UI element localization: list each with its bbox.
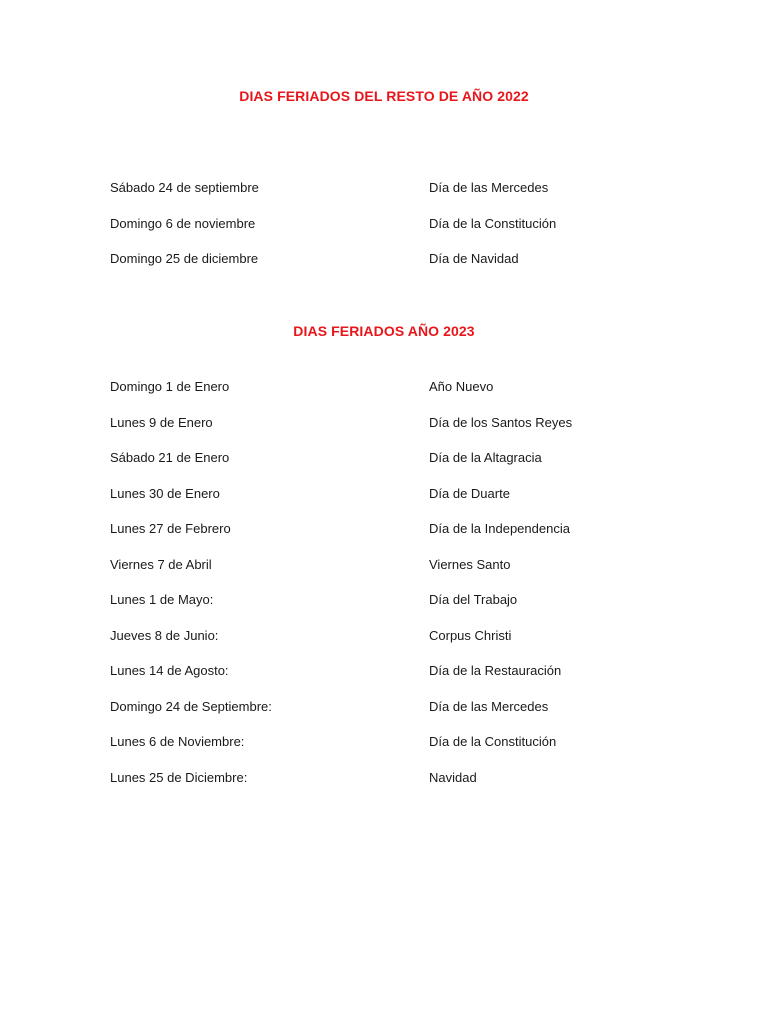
holidays-2023-list <box>110 379 670 805</box>
holiday-name: Día de la Constitución <box>429 215 557 231</box>
list-item <box>110 216 670 252</box>
holiday-date: Lunes 30 de Enero <box>110 485 220 501</box>
holiday-name: Día de Duarte <box>429 485 510 501</box>
list-item <box>110 770 670 806</box>
heading-holidays-2023: DIAS FERIADOS AÑO 2023 <box>293 323 475 339</box>
holiday-name: Corpus Christi <box>429 627 512 643</box>
holiday-date: Sábado 24 de septiembre <box>110 180 259 195</box>
list-item <box>110 379 670 415</box>
holiday-name: Día de la Altagracia <box>429 450 542 465</box>
list-item <box>110 628 670 664</box>
holiday-date: Lunes 27 de Febrero <box>110 521 231 536</box>
holiday-name: Día de la Independencia <box>429 521 570 536</box>
holiday-date: Domingo 1 de Enero <box>110 379 230 394</box>
holiday-name: Viernes Santo <box>429 556 511 572</box>
list-item <box>110 415 670 451</box>
holiday-date: Domingo 6 de noviembre <box>110 215 256 231</box>
holiday-name: Día de los Santos Reyes <box>429 414 573 430</box>
holiday-date: Domingo 25 de diciembre <box>110 251 259 266</box>
holiday-name: Día de la Constitución <box>429 734 557 749</box>
list-item <box>110 663 670 699</box>
list-item <box>110 734 670 770</box>
holiday-name: Año Nuevo <box>429 379 494 394</box>
holiday-date: Lunes 14 de Agosto: <box>110 663 229 678</box>
holiday-date: Viernes 7 de Abril <box>110 556 212 572</box>
list-item <box>110 557 670 593</box>
list-item <box>110 251 670 287</box>
holiday-name: Día de las Mercedes <box>429 180 549 195</box>
heading-holidays-2022: DIAS FERIADOS DEL RESTO DE AÑO 2022 <box>239 88 529 104</box>
holiday-date: Domingo 24 de Septiembre: <box>110 698 272 714</box>
list-item <box>110 486 670 522</box>
holiday-name: Día de Navidad <box>429 251 519 266</box>
list-item <box>110 592 670 628</box>
list-item <box>110 699 670 735</box>
holiday-date: Sábado 21 de Enero <box>110 450 230 465</box>
list-item <box>110 180 670 216</box>
holiday-date: Lunes 9 de Enero <box>110 414 213 430</box>
holiday-date: Lunes 1 de Mayo: <box>110 592 214 607</box>
holiday-name: Día de la Restauración <box>429 663 562 678</box>
list-item <box>110 450 670 486</box>
holiday-date: Jueves 8 de Junio: <box>110 627 219 643</box>
holiday-name: Navidad <box>429 769 477 785</box>
holiday-name: Día de las Mercedes <box>429 698 549 714</box>
holidays-2022-list <box>110 180 670 287</box>
list-item <box>110 521 670 557</box>
holiday-date: Lunes 25 de Diciembre: <box>110 769 248 785</box>
holiday-date: Lunes 6 de Noviembre: <box>110 734 245 749</box>
holiday-name: Día del Trabajo <box>429 592 518 607</box>
